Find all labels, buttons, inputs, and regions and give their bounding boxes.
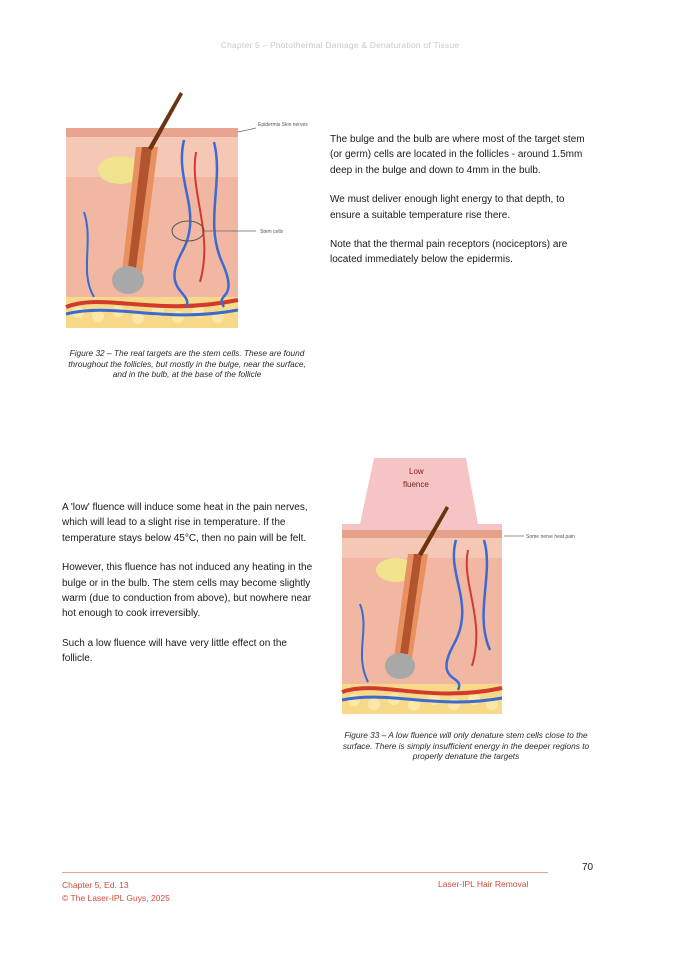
paragraph: A 'low' fluence will induce some heat in the pain nerves, which will lead to a slight rise in temperature. If the temperature stays below 45°C, then no pain will be felt. (62, 502, 308, 544)
footer-left (62, 879, 170, 904)
footer-copyright: © The Laser-IPL Guys, 2025 (62, 892, 170, 903)
paragraph: Note that the thermal pain receptors (nociceptors) are located immediately below the epidermis. (330, 239, 568, 266)
figure-33-low-fluence-diagram (338, 454, 598, 724)
figure-32-skin-diagram (64, 92, 314, 332)
stem-cells-label: Stem cells (260, 229, 284, 235)
paragraph: The bulge and the bulb are where most of the target stem (or germ) cells are located in the follicles - around 1.5mm deep in the bulge and down to 4mm in the bulb. (330, 134, 585, 176)
left-column-text (62, 500, 314, 681)
right-column-text (330, 132, 592, 282)
beam-label-low: Low (409, 467, 424, 476)
page-number: 70 (582, 862, 594, 873)
figure-33-caption: Figure 33 – A low fluence will only denature stem cells close to the surface. There is simply insufficient energy in the deeper regions to properly denature the targets (342, 730, 590, 762)
footer-chapter: Chapter 5, Ed. 13 (62, 880, 129, 890)
paragraph: Such a low fluence will have very little effect on the follicle. (62, 637, 287, 665)
figure-32-caption: Figure 32 – The real targets are the stem cells. These are found throughout the follicles, but mostly in the bulge, near the surface, and in the bulb, at the base of the follicle (68, 348, 306, 380)
epidermis-label: Epidermis Skin nerves (258, 122, 308, 128)
running-header: Chapter 5 – Photothermal Damage & Denaturation of Tissue (220, 40, 460, 50)
paragraph: We must deliver enough light energy to that depth, to ensure a suitable temperature rise there. (330, 194, 565, 221)
beam-label-fluence: fluence (403, 480, 429, 489)
paragraph: However, this fluence has not induced any heating in the bulge or in the bulb. The stem cells may become slightly warm (due to conduction from above), but nowhere near hot enough to cook irreversibly. (62, 562, 313, 620)
footer-book-title: Laser-IPL Hair Removal (438, 879, 529, 889)
nerve-heat-label: Some nerve heat pain (526, 534, 575, 540)
footer-divider (62, 872, 548, 873)
